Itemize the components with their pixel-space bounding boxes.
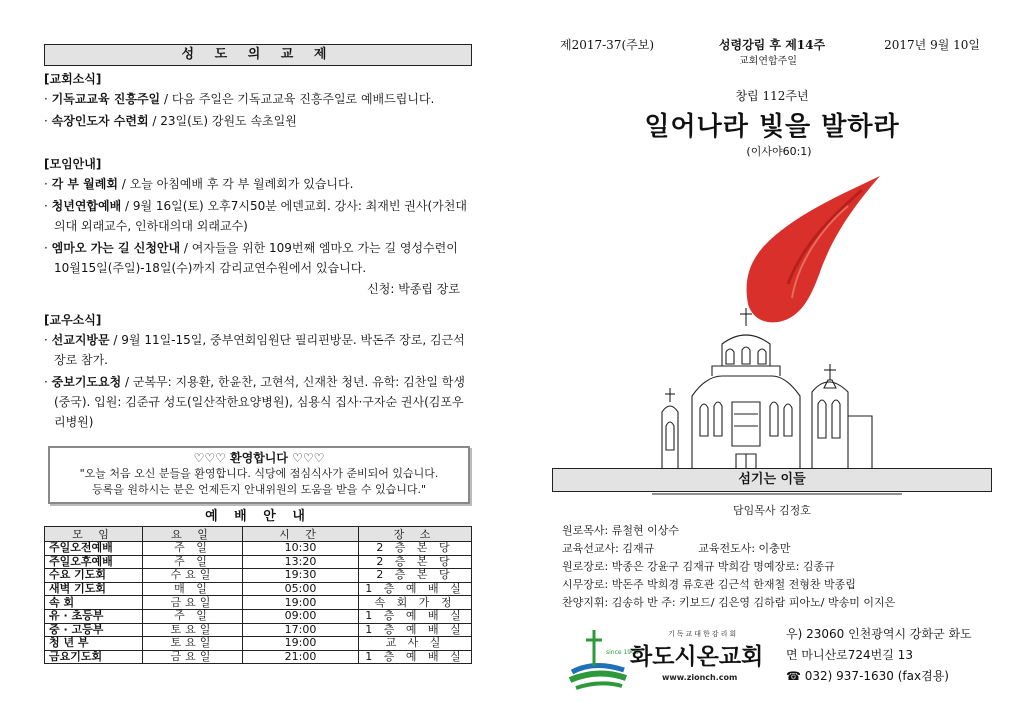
logo-since: since 1905 [606, 649, 639, 656]
address-line: 면 마니산로724번길 13 [786, 648, 913, 662]
flame-shape [747, 176, 880, 322]
church-news-heading: [교회소식] [44, 72, 102, 86]
sunday-subtitle: 교회연합주일 [739, 56, 797, 67]
liturgical-season: 성령강림 후 제14주 [718, 38, 826, 52]
worship-table [44, 526, 472, 664]
list-item: · 청년연합예배 / 9월 16일(토) 오후7시50분 에덴교회. 강사: 최재빈 권사(가천대의대 외래교수, 인하대의대 외래교수) [44, 199, 467, 233]
worship-title: 예 배 안 내 [205, 509, 311, 524]
welcome-line: "오늘 처음 오신 분들을 환영합니다. 식당에 점심식사가 준비되어 있습니다. [79, 467, 439, 480]
list-item: 원로목사: 류철현 이상수 [562, 524, 679, 537]
table-row: 주일오전예배 주 일 10:30 2 층 본 당 [45, 542, 472, 556]
verse-reference: (이사야60:1) [746, 145, 812, 158]
table-row: 유 · 초등부 주 일 09:00 1 층 예 배 실 [45, 609, 472, 623]
meetings-heading: [모임안내] [44, 157, 102, 171]
list-item: 시무장로: 박돈주 박희경 류호관 김근석 한재철 전형찬 박종립 [562, 578, 856, 591]
list-item: · 속장인도자 수련회 / 23일(토) 강원도 속초일원 [44, 114, 297, 128]
table-row: 수요 기도회 수요일 19:30 2 층 본 당 [45, 569, 472, 583]
anniversary: 창립 112주년 [735, 89, 809, 103]
right-page [552, 36, 992, 683]
fellowship-title: 성 도 의 교 제 [44, 44, 472, 66]
list-item: · 선교지방문 / 9월 11일-15일, 중부연회임원단 필리핀방문. 박돈주 장로, 김근석 장로 참가. [44, 333, 465, 367]
table-row: 중 · 고등부 토요일 17:00 1 층 예 배 실 [45, 623, 472, 637]
table-row: 청 년 부 토요일 19:00 교 사 실 [45, 637, 472, 651]
list-item: 찬양지휘: 김송하 반 주: 키보드/ 김은영 김하람 피아노/ 박송미 이지은 [562, 596, 896, 609]
address-line: 우) 23060 인천광역시 강화군 화도 [786, 627, 972, 641]
issue-number: 제2017-37(주보) [560, 38, 655, 52]
welcome-line: 등록을 원하시는 분은 언제든지 안내위원의 도움을 받을 수 있습니다." [91, 483, 427, 496]
member-news-heading: [교우소식] [44, 313, 102, 327]
logo-denomination: 기독교대한감리회 [668, 630, 739, 638]
list-item: · 중보기도요청 / 군복무: 지용환, 한윤찬, 고현석, 신재찬 청년. 유학: 김찬일 학생(중국). 입원: 김준규 성도(일산작한요양병원), 심용식 집사·구자순 권사(김포우리병원) [44, 375, 465, 429]
church-address [786, 624, 972, 687]
phone-icon: ☎ [786, 669, 805, 683]
table-row: 속 회 금요일 19:00 속 회 가 정 [45, 596, 472, 610]
column-header: 장 소 [359, 527, 472, 542]
column-header: 요 일 [143, 527, 243, 542]
bulletin-header [552, 36, 992, 54]
list-item: 원로장로: 박종은 강윤구 김재규 박희감 명예장로: 김종규 [562, 560, 835, 573]
table-row: 주일오후예배 주 일 13:20 2 층 본 당 [45, 555, 472, 569]
table-row: 새벽 기도회 매 일 05:00 1 층 예 배 실 [45, 582, 472, 596]
left-page [44, 44, 472, 664]
logo-name: 화도시온교회 [630, 644, 764, 670]
table-row: 금요기도회 금요일 21:00 1 층 예 배 실 [45, 650, 472, 664]
list-item: 교육선교사: 김재규 교육전도사: 이충만 [562, 542, 791, 555]
senior-pastor: 담임목사 김정호 [733, 504, 811, 517]
signer: 신청: 박종립 장로 [367, 282, 460, 296]
list-item: · 엠마오 가는 길 신청안내 / 여자들을 위한 109번째 엠마오 가는 길 영성수련이 10월15일(주일)-18일(수)까지 감리교연수원에서 있습니다. [44, 241, 458, 275]
church-logo [564, 624, 770, 696]
church-flame-illustration [652, 176, 902, 504]
serve-title: 섬기는 이들 [552, 468, 992, 492]
logo-url: www.zionch.com [662, 673, 738, 682]
welcome-title: ♡♡♡ 환영합니다 ♡♡♡ [193, 451, 325, 465]
theme-title: 일어나라 빛을 발하라 [644, 112, 900, 142]
table-header-row [45, 527, 472, 542]
phone-line: ☎ 032) 937-1630 (fax겸용) [786, 669, 949, 683]
serve-list [552, 502, 992, 612]
column-header: 모 임 [45, 527, 143, 542]
list-item: · 각 부 월례회 / 오늘 아침예배 후 각 부 월례회가 있습니다. [44, 177, 354, 191]
welcome-box [48, 446, 470, 504]
list-item: · 기독교교육 진흥주일 / 다음 주일은 기독교교육 진흥주일로 예배드립니다. [44, 92, 435, 106]
column-header: 시 간 [243, 527, 359, 542]
bulletin-date: 2017년 9월 10일 [884, 38, 980, 52]
